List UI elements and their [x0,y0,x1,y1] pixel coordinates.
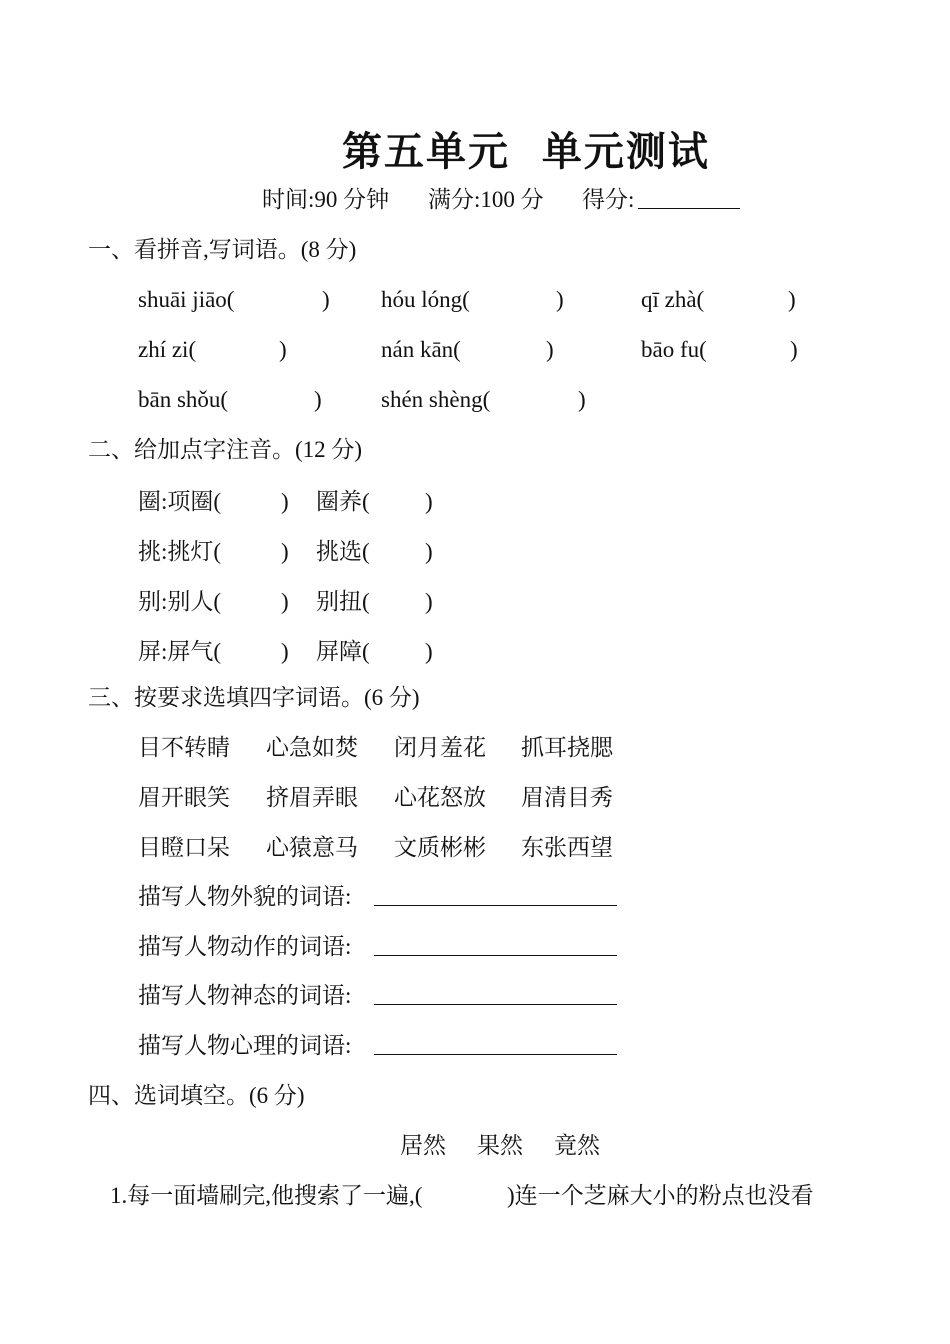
word-option: 心猿意马 [266,835,358,860]
fill-option: 果然 [477,1133,523,1158]
answer-blank[interactable] [374,885,617,910]
pinyin-item: qī zhà( [641,287,705,312]
pinyin-close-paren: ) [279,337,287,362]
word-option: 目瞪口呆 [138,835,230,860]
pinyin-close-paren: ) [578,387,586,412]
pinyin-close-paren: ) [790,337,798,362]
word-option: 挤眉弄眼 [266,785,358,810]
word-option: 文质彬彬 [394,835,486,860]
pinyin-item: bān shǒu( [138,387,229,412]
section-1-heading: 一、看拼音,写词语。(8 分) [88,237,357,262]
word-option: 眉清目秀 [521,785,613,810]
fill-option: 竟然 [554,1133,600,1158]
full-score-info: 满分:100 分 [428,187,544,212]
section-4-heading: 四、选词填空。(6 分) [88,1083,305,1108]
pinyin-item: shuāi jiāo( [138,287,235,312]
annotation-item: 圈:项圈( [138,489,222,514]
pinyin-item: bāo fu( [641,337,707,362]
section-3-heading: 三、按要求选填四字词语。(6 分) [88,685,420,710]
word-option: 心花怒放 [394,785,486,810]
annotation-close-paren: ) [425,639,433,664]
category-prompt: 描写人物神态的词语: [138,983,352,1008]
annotation-close-paren: ) [281,539,289,564]
annotation-close-paren: ) [425,539,433,564]
word-option: 心急如焚 [266,735,358,760]
word-option: 目不转睛 [138,735,230,760]
time-info: 时间:90 分钟 [262,187,390,212]
annotation-close-paren: ) [281,639,289,664]
question-1-text-cont: )连一个芝麻大小的粉点也没看 [507,1183,814,1208]
fill-option: 居然 [400,1133,446,1158]
annotation-item: 别扭( [316,589,370,614]
pinyin-close-paren: ) [314,387,322,412]
pinyin-close-paren: ) [556,287,564,312]
page-title: 第五单元 单元测试 [342,129,710,175]
answer-blank[interactable] [374,935,617,960]
answer-blank[interactable] [374,1034,617,1059]
annotation-item: 挑:挑灯( [138,539,222,564]
category-prompt: 描写人物动作的词语: [138,934,352,959]
annotation-close-paren: ) [281,589,289,614]
annotation-item: 屏:屏气( [138,639,222,664]
pinyin-item: zhí zi( [138,337,197,362]
pinyin-close-paren: ) [788,287,796,312]
annotation-close-paren: ) [425,489,433,514]
word-option: 抓耳挠腮 [521,735,613,760]
annotation-item: 别:别人( [138,589,222,614]
word-option: 闭月羞花 [394,735,486,760]
annotation-item: 圈养( [316,489,370,514]
question-1-text: 1.每一面墙刷完,他搜索了一遍,( [110,1183,423,1208]
annotation-close-paren: ) [281,489,289,514]
pinyin-item: hóu lóng( [381,287,470,312]
section-2-heading: 二、给加点字注音。(12 分) [88,437,363,462]
category-prompt: 描写人物心理的词语: [138,1033,352,1058]
pinyin-close-paren: ) [322,287,330,312]
answer-blank[interactable] [374,984,617,1009]
pinyin-item: nán kān( [381,337,461,362]
word-option: 眉开眼笑 [138,785,230,810]
category-prompt: 描写人物外貌的词语: [138,884,352,909]
annotation-item: 屏障( [316,639,370,664]
score-blank[interactable] [638,188,740,213]
annotation-item: 挑选( [316,539,370,564]
pinyin-item: shén shèng( [381,387,491,412]
word-option: 东张西望 [521,835,613,860]
score-label: 得分: [582,187,635,212]
annotation-close-paren: ) [425,589,433,614]
pinyin-close-paren: ) [546,337,554,362]
